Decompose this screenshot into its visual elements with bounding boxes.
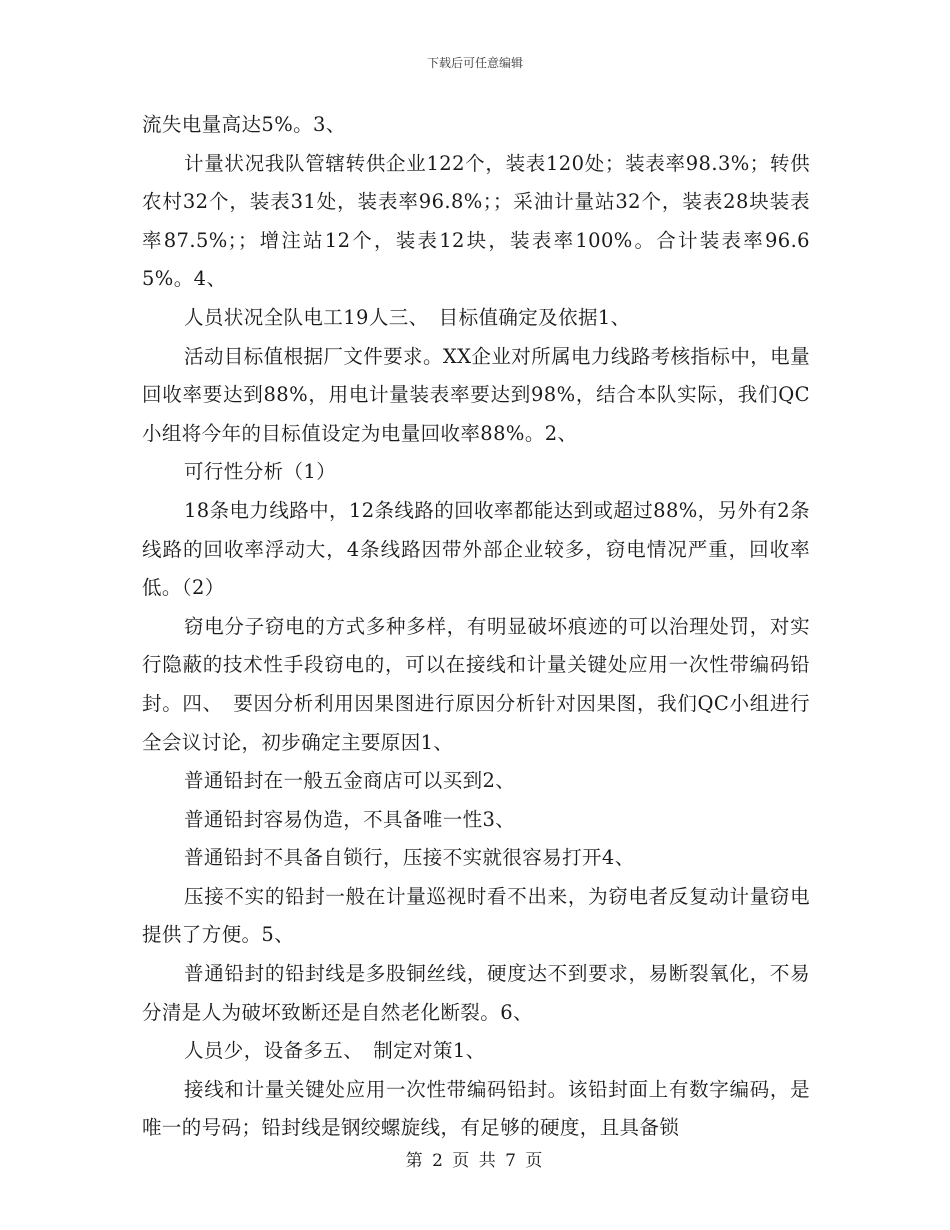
document-body xyxy=(142,106,810,1148)
page-header: 下载后可任意编辑 xyxy=(426,56,523,70)
paragraph: 普通铅封在一般五金商店可以买到2、 xyxy=(184,769,516,793)
paragraph: 窃电分子窃电的方式多种多样，有明显破坏痕迹的可以治理处罚，对实行隐蔽的技术性手段窃电的，可以在接线和计量关键处应用一次性带编码铅封。四、 要因分析利用因果图进行原因分析针对因果图，我们QC小组进行全会议讨论，初步确定主要原因1、 xyxy=(142,614,810,754)
paragraph: 人员状况全队电工19人三、 目标值确定及依据1、 xyxy=(184,305,631,329)
paragraph: 流失电量高达5%。3、 xyxy=(142,113,346,136)
paragraph: 接线和计量关键处应用一次性带编码铅封。该铅封面上有数字编码，是唯一的号码；铅封线是钢绞螺旋线，有足够的硬度，且具备锁 xyxy=(142,1077,810,1140)
paragraph: 18条电力线路中，12条线路的回收率都能达到或超过88%，另外有2条线路的回收率浮动大，4条线路因带外部企业较多，窃电情况严重，回收率低。（2） xyxy=(142,498,810,600)
paragraph: 普通铅封的铅封线是多股铜丝线，硬度达不到要求，易断裂氧化，不易分清是人为破坏致断还是自然老化断裂。6、 xyxy=(142,962,810,1024)
paragraph: 活动目标值根据厂文件要求。XX企业对所属电力线路考核指标中，电量回收率要达到88%，用电计量装表率要达到98%，结合本队实际，我们QC小组将今年的目标值设定为电量回收率88%。2、 xyxy=(142,344,810,445)
paragraph: 压接不实的铅封一般在计量巡视时看不出来，为窃电者反复动计量窃电提供了方便。5、 xyxy=(142,884,810,947)
paragraph: 可行性分析（1） xyxy=(184,460,337,484)
page-number-footer: 第 2 页 共 7 页 xyxy=(405,1151,545,1171)
paragraph: 计量状况我队管辖转供企业122个，装表120处；装表率98.3%；转供农村32个，装表31处，装表率96.8%；；采油计量站32个，装表28块装表率87.5%；；增注站12个，装表12块，装表率100%。合计装表率96.65%。4、 xyxy=(142,151,810,291)
paragraph: 人员少，设备多五、 制定对策1、 xyxy=(184,1039,486,1063)
paragraph: 普通铅封不具备自锁行，压接不实就很容易打开4、 xyxy=(184,846,635,870)
paragraph: 普通铅封容易伪造，不具备唯一性3、 xyxy=(184,807,516,831)
